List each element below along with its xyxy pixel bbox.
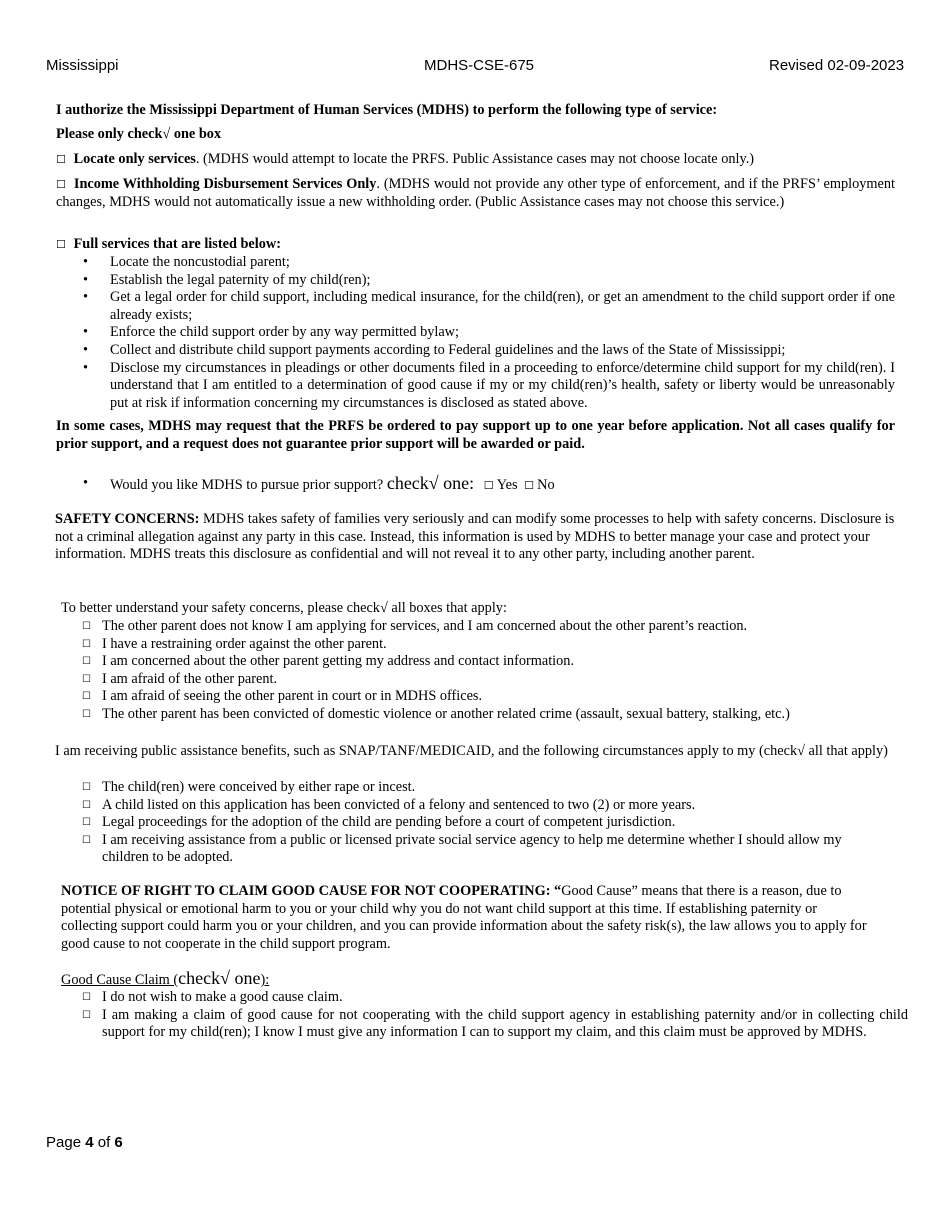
option-locate [56, 151, 896, 169]
checkbox[interactable]: ☐ [82, 799, 91, 811]
prior-support-notice: In some cases, MDHS may request that the PRFS be ordered to pay support up to one year before application. Not all cases qualify for prior support, and a request does not guarantee prior support will be awarded or paid. [56, 418, 895, 452]
list-item: • Disclose my circumstances in pleadings or other documents filed in a proceeding to enforce/determine child support for my child(ren). I understand that I am entitled to a determination of good cause if my or my child(ren)’s health, safety or liberty would be unreasonably put at risk if information concerning my circumstances is disclosed as stated above. [56, 360, 895, 413]
list-item: ☐ I do not wish to make a good cause claim. [82, 989, 343, 1005]
good-cause-checklist [55, 989, 908, 1042]
list-item: • Locate the noncustodial parent; [56, 254, 895, 272]
list-item: ☐ The other parent has been convicted of domestic violence or another related crime (assault, sexual battery, stalking, etc.) [82, 705, 790, 722]
list-item: ☐ I have a restraining order against the other parent. [82, 635, 387, 652]
checkbox[interactable]: ☐ [82, 673, 91, 685]
header-state: Mississippi [46, 57, 119, 74]
checkbox[interactable]: ☐ [82, 817, 91, 829]
header-revised-date: Revised 02-09-2023 [769, 57, 905, 74]
checkbox[interactable]: ☐ [82, 834, 91, 846]
locate-text: . (MDHS would attempt to locate the PRFS. Public Assistance cases may not choose locate only.) [195, 151, 755, 167]
checkbox[interactable]: ☐ [82, 782, 91, 793]
option-full-services [56, 236, 896, 254]
checkbox[interactable]: ☐ [82, 656, 91, 668]
income-text: . (MDHS would not provide any other type of enforcement, and if the PRFS’ employment changes, MDHS would not automatically issue a new withholding order. (Public Assistance cases may not choose this service.) [56, 176, 895, 210]
safety-heading: SAFETY CONCERNS: [55, 511, 200, 527]
full-services-checkbox[interactable]: ☐ [56, 238, 66, 251]
safety-concerns-paragraph [55, 511, 895, 564]
checkbox[interactable]: ☐ [82, 992, 91, 1003]
list-item: ☐ I am afraid of seeing the other parent in court or in MDHS offices. [82, 688, 483, 705]
prior-support-yes-label: Yes [496, 477, 518, 493]
option-income-withholding [56, 176, 895, 211]
page-number: Page 4 of 6 [46, 1134, 123, 1151]
income-checkbox[interactable]: ☐ [56, 178, 66, 191]
list-item: ☐ Legal proceedings for the adoption of the child are pending before a court of competent jurisdiction. [82, 814, 676, 831]
list-item: ☐ The child(ren) were conceived by either rape or incest. [82, 779, 416, 795]
locate-title: Locate only services [73, 151, 196, 167]
assistance-prompt: I am receiving public assistance benefits, such as SNAP/TANF/MEDICAID, and the following circumstances apply to my (check√ all that apply) [55, 743, 888, 759]
safety-prompt: To better understand your safety concerns, please check√ all boxes that apply: [61, 600, 507, 616]
checkbox[interactable]: ☐ [82, 638, 91, 650]
checkbox[interactable]: ☐ [82, 708, 91, 720]
list-item: ☐ I am making a claim of good cause for not cooperating with the child support agency in establishing paternity and/or in collecting child support for my child(ren); I know I must give any information I can to support my claim, and this claim must be approved by MDHS. [82, 1006, 908, 1041]
list-item: ☐ I am receiving assistance from a public or licensed private social service agency to help me determine whether I should allow my children to be adopted. [82, 831, 842, 866]
prior-support-question: • Would you like MDHS to pursue prior support? check√ one: ☐ Yes ☐ No [56, 475, 895, 495]
prior-support-check-label: check√ one: [386, 473, 475, 493]
good-cause-text: Good Cause” means that there is a reason, due to potential physical or emotional harm to you or your child why you do not want child support at this time. If establishing paternity or collecting support could harm you or your children, and you can provide information about the safety risk(s), the law allows you to apply for good cause to not cooperate in the child support program. [61, 883, 867, 952]
checkbox[interactable]: ☐ [82, 1009, 91, 1021]
prior-support-question-text: Would you like MDHS to pursue prior support? [110, 477, 384, 493]
list-item: ☐ A child listed on this application has been convicted of a felony and sentenced to two (2) or more years. [82, 796, 696, 813]
list-item: • Collect and distribute child support payments according to Federal guidelines and the laws of the State of Mississippi; [56, 342, 895, 360]
check-one-instruction: Please only check√ one box [56, 126, 222, 142]
list-item: ☐ The other parent does not know I am applying for services, and I am concerned about the other parent’s reaction. [82, 618, 748, 634]
assistance-checklist [55, 779, 885, 867]
list-item: ☐ I am concerned about the other parent getting my address and contact information. [82, 653, 575, 670]
locate-checkbox[interactable]: ☐ [56, 153, 66, 166]
safety-checklist [55, 618, 905, 724]
good-cause-heading: NOTICE OF RIGHT TO CLAIM GOOD CAUSE FOR NOT COOPERATING: [61, 883, 551, 899]
prior-support-no-label: No [537, 477, 555, 493]
full-services-title: Full services that are listed below: [73, 236, 281, 252]
checkbox[interactable]: ☐ [82, 621, 91, 632]
list-item: • Enforce the child support order by any way permitted bylaw; [56, 324, 895, 342]
safety-text: MDHS takes safety of families very seriously and can modify some processes to help with safety concerns. Disclosure is not a criminal allegation against any party in this case. Instead, this information is used by MDHS to better manage your case and protect your information. MDHS treats this disclosure as confidential and will not reveal it to any other party, including another parent. [55, 511, 895, 563]
list-item: • Establish the legal paternity of my child(ren); [56, 272, 895, 290]
authorize-statement: I authorize the Mississippi Department of Human Services (MDHS) to perform the following type of service: [56, 102, 718, 118]
full-services-list [56, 254, 895, 412]
good-cause-notice: NOTICE OF RIGHT TO CLAIM GOOD CAUSE FOR NOT COOPERATING: “Good Cause” means that there is a reason, due to potential physical or emotional harm to you or your child why you do not want child support at this time. If establishing paternity or collecting support could harm you or your children, and you can provide information about the safety risk(s), the law allows you to apply for good cause to not cooperate in the child support program. [61, 883, 867, 952]
list-item: • Get a legal order for child support, including medical insurance, for the child(ren), or get an amendment to the child support order if one already exists; [56, 289, 895, 324]
prior-support-no-checkbox[interactable]: ☐ [524, 479, 535, 492]
header-form-number: MDHS-CSE-675 [424, 57, 535, 74]
list-item: ☐ I am afraid of the other parent. [82, 670, 278, 687]
good-cause-claim-label: Good Cause Claim (check√ one): [61, 968, 270, 988]
checkbox[interactable]: ☐ [82, 691, 91, 703]
income-title: Income Withholding Disbursement Services Only [73, 176, 377, 192]
prior-support-yes-checkbox[interactable]: ☐ [483, 479, 494, 492]
